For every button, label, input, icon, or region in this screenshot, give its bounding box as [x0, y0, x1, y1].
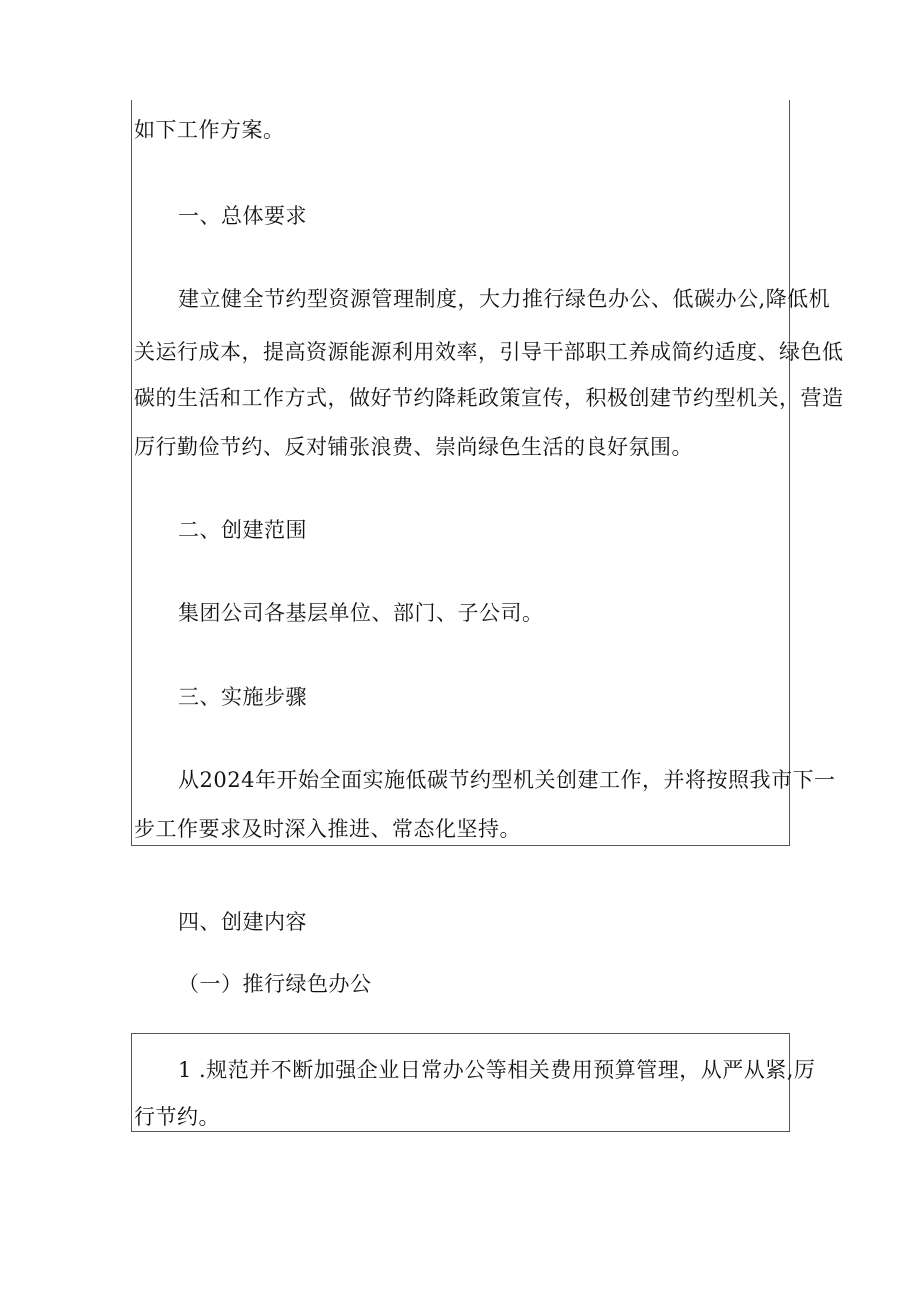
intro-line: 如下工作方案。 [134, 118, 285, 142]
subsection-1-heading: （一）推行绿色办公 [178, 972, 372, 996]
section-2-heading: 二、创建范围 [178, 518, 307, 542]
section-1-paragraph-line: 建立健全节约型资源管理制度，大力推行绿色办公、低碳办公,降低机 [178, 287, 831, 311]
section-1-heading: 一、总体要求 [178, 204, 307, 228]
section-3-paragraph-line: 从2024年开始全面实施低碳节约型机关创建工作，并将按照我市下一 [178, 768, 836, 792]
section-1-paragraph-line: 碳的生活和工作方式，做好节约降耗政策宣传，积极创建节约型机关，营造 [134, 386, 844, 410]
section-1-paragraph-line: 关运行成本，提高资源能源利用效率，引导干部职工养成简约适度、绿色低 [134, 340, 844, 364]
section-3-paragraph-line: 步工作要求及时深入推进、常态化坚持。 [134, 817, 521, 841]
section-1-paragraph-line: 厉行勤俭节约、反对铺张浪费、崇尚绿色生活的良好氛围。 [134, 435, 693, 459]
section-3-heading: 三、实施步骤 [178, 685, 307, 709]
section-2-text: 集团公司各基层单位、部门、子公司。 [178, 601, 544, 625]
section-4-heading: 四、创建内容 [178, 910, 307, 934]
bottom-box-line: 行节约。 [134, 1105, 220, 1129]
bottom-box-line: 1 .规范并不断加强企业日常办公等相关费用预算管理，从严从紧,厉 [178, 1058, 816, 1082]
